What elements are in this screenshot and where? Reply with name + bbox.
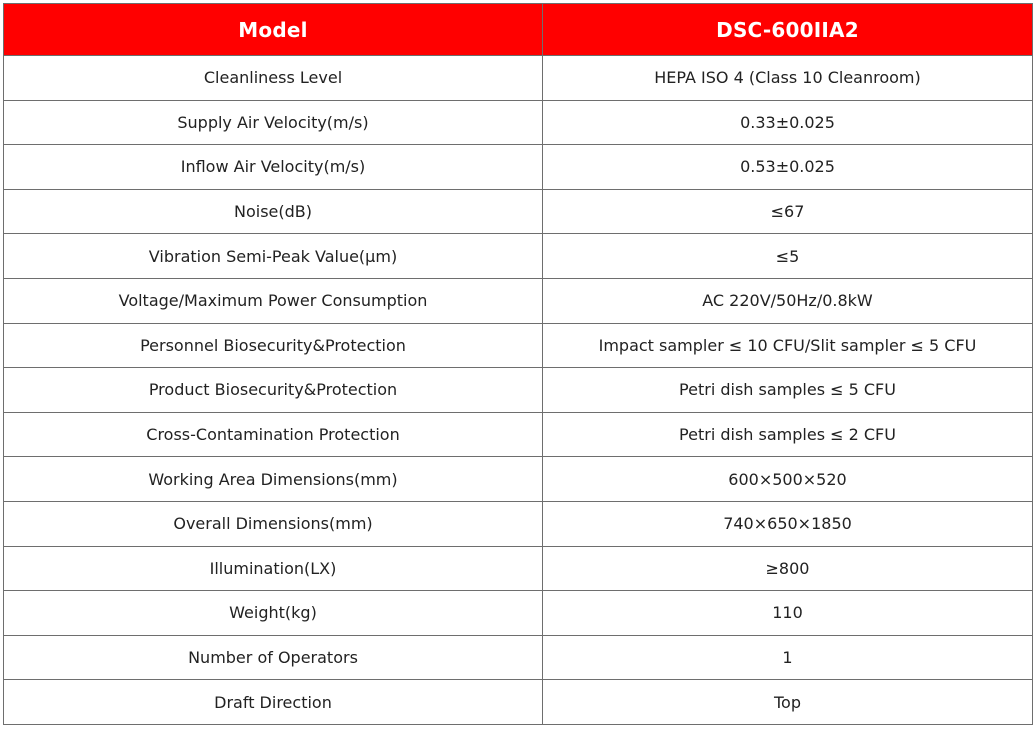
param-cell: Number of Operators bbox=[4, 635, 543, 680]
value-cell: ≤67 bbox=[543, 189, 1033, 234]
value-cell: ≥800 bbox=[543, 546, 1033, 591]
table-row bbox=[4, 234, 1033, 279]
value-cell: HEPA ISO 4 (Class 10 Cleanroom) bbox=[543, 56, 1033, 101]
value-cell: 600×500×520 bbox=[543, 457, 1033, 502]
param-cell: Supply Air Velocity(m/s) bbox=[4, 100, 543, 145]
header-row bbox=[4, 4, 1033, 56]
table-row bbox=[4, 635, 1033, 680]
table-row bbox=[4, 145, 1033, 190]
table-row bbox=[4, 368, 1033, 413]
table-row bbox=[4, 100, 1033, 145]
table-row bbox=[4, 278, 1033, 323]
table-row bbox=[4, 457, 1033, 502]
param-cell: Inflow Air Velocity(m/s) bbox=[4, 145, 543, 190]
param-cell: Draft Direction bbox=[4, 680, 543, 725]
table-row bbox=[4, 189, 1033, 234]
header-model-value: DSC-600IIA2 bbox=[543, 4, 1033, 56]
param-cell: Product Biosecurity&Protection bbox=[4, 368, 543, 413]
table-row bbox=[4, 56, 1033, 101]
param-cell: Working Area Dimensions(mm) bbox=[4, 457, 543, 502]
header-model-label: Model bbox=[4, 4, 543, 56]
param-cell: Vibration Semi-Peak Value(μm) bbox=[4, 234, 543, 279]
value-cell: Petri dish samples ≤ 2 CFU bbox=[543, 412, 1033, 457]
param-cell: Personnel Biosecurity&Protection bbox=[4, 323, 543, 368]
param-cell: Voltage/Maximum Power Consumption bbox=[4, 278, 543, 323]
table-row bbox=[4, 412, 1033, 457]
param-cell: Overall Dimensions(mm) bbox=[4, 501, 543, 546]
table-row bbox=[4, 501, 1033, 546]
param-cell: Cross-Contamination Protection bbox=[4, 412, 543, 457]
table-row bbox=[4, 323, 1033, 368]
table-row bbox=[4, 546, 1033, 591]
value-cell: Petri dish samples ≤ 5 CFU bbox=[543, 368, 1033, 413]
specification-table bbox=[3, 3, 1033, 725]
value-cell: 1 bbox=[543, 635, 1033, 680]
table-row bbox=[4, 680, 1033, 725]
param-cell: Noise(dB) bbox=[4, 189, 543, 234]
param-cell: Illumination(LX) bbox=[4, 546, 543, 591]
value-cell: 0.33±0.025 bbox=[543, 100, 1033, 145]
value-cell: AC 220V/50Hz/0.8kW bbox=[543, 278, 1033, 323]
value-cell: Top bbox=[543, 680, 1033, 725]
value-cell: 740×650×1850 bbox=[543, 501, 1033, 546]
param-cell: Cleanliness Level bbox=[4, 56, 543, 101]
param-cell: Weight(kg) bbox=[4, 591, 543, 636]
value-cell: ≤5 bbox=[543, 234, 1033, 279]
table-row bbox=[4, 591, 1033, 636]
value-cell: 110 bbox=[543, 591, 1033, 636]
value-cell: Impact sampler ≤ 10 CFU/Slit sampler ≤ 5 CFU bbox=[543, 323, 1033, 368]
value-cell: 0.53±0.025 bbox=[543, 145, 1033, 190]
